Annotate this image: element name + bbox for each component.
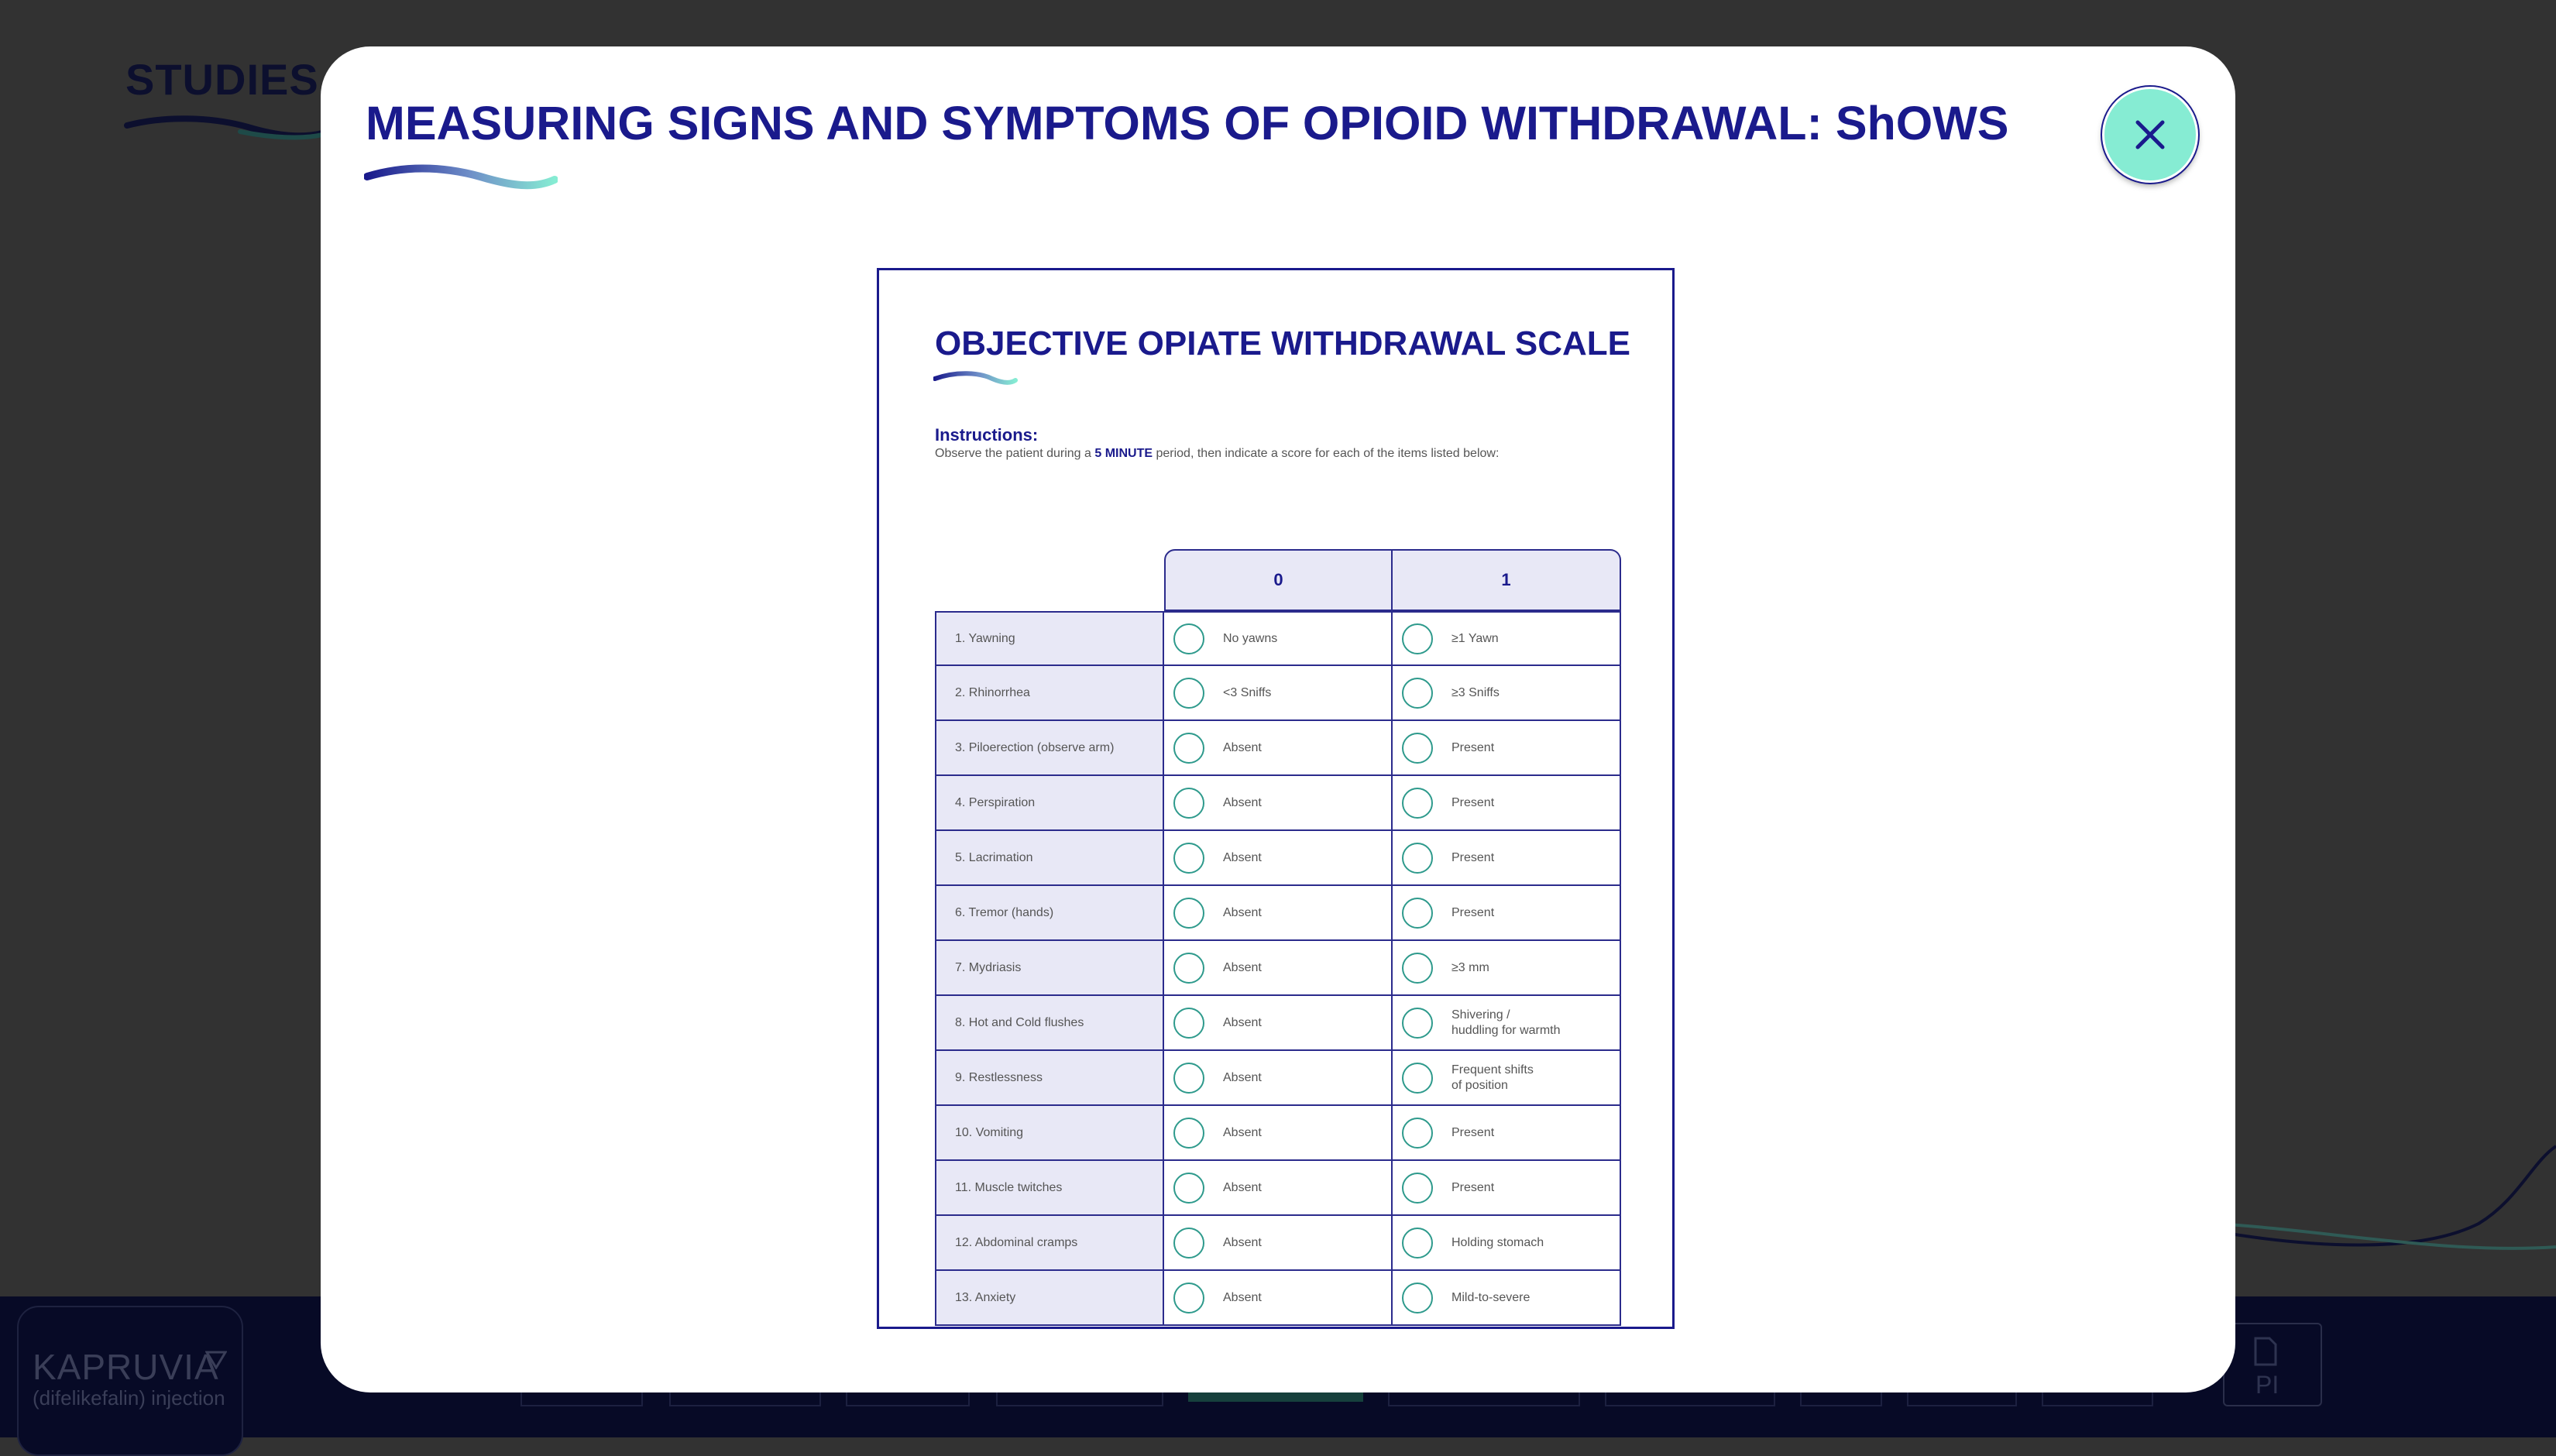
score-option-0[interactable] [1164, 721, 1393, 776]
score-option-1[interactable] [1393, 996, 1621, 1051]
option-label: Absent [1223, 740, 1262, 754]
brand-triangle-icon [205, 1351, 227, 1369]
score-option-0[interactable] [1164, 831, 1393, 886]
option-label: <3 Sniffs [1223, 685, 1272, 699]
option-label: Mild-to-severe [1451, 1290, 1531, 1304]
score-option-1[interactable] [1393, 611, 1621, 666]
score-option-1[interactable] [1393, 941, 1621, 996]
close-icon [2133, 118, 2167, 152]
radio-button[interactable] [1173, 1008, 1204, 1039]
option-label: Absent [1223, 1015, 1262, 1029]
score-option-1[interactable] [1393, 1271, 1621, 1326]
scale-table [935, 549, 1621, 1326]
radio-button[interactable] [1173, 678, 1204, 709]
option-label: Absent [1223, 1235, 1262, 1249]
radio-button[interactable] [1402, 1063, 1433, 1094]
document-icon [2254, 1337, 2277, 1366]
option-label: Present [1451, 1180, 1495, 1194]
item-label: 3. Piloerection (observe arm) [935, 721, 1164, 776]
option-label: Absent [1223, 960, 1262, 974]
score-option-0[interactable] [1164, 1051, 1393, 1106]
radio-button[interactable] [1402, 733, 1433, 764]
modal-title: MEASURING SIGNS AND SYMPTOMS OF OPIOID WITHDRAWAL: ShOWS [366, 97, 2009, 149]
score-option-0[interactable] [1164, 1161, 1393, 1216]
radio-button[interactable] [1173, 788, 1204, 819]
score-option-1[interactable] [1393, 831, 1621, 886]
radio-button[interactable] [1402, 898, 1433, 929]
score-option-0[interactable] [1164, 1216, 1393, 1271]
document-title: OBJECTIVE OPIATE WITHDRAWAL SCALE [935, 325, 1630, 362]
item-label: 2. Rhinorrhea [935, 666, 1164, 721]
radio-button[interactable] [1173, 1283, 1204, 1313]
item-label: 7. Mydriasis [935, 941, 1164, 996]
item-label: 5. Lacrimation [935, 831, 1164, 886]
score-header-0: 0 [1164, 549, 1393, 611]
radio-button[interactable] [1402, 1008, 1433, 1039]
instructions-text: Observe the patient during a 5 MINUTE period, then indicate a score for each of the items listed below: [935, 447, 1500, 460]
radio-button[interactable] [1402, 788, 1433, 819]
option-label: Absent [1223, 1125, 1262, 1139]
radio-button[interactable] [1173, 953, 1204, 984]
option-label: Shivering / huddling for warmth [1451, 1008, 1561, 1037]
radio-button[interactable] [1173, 733, 1204, 764]
option-label: Absent [1223, 905, 1262, 919]
radio-button[interactable] [1173, 898, 1204, 929]
option-label: Frequent shifts of position [1451, 1063, 1534, 1092]
score-option-1[interactable] [1393, 1161, 1621, 1216]
item-label: 4. Perspiration [935, 776, 1164, 831]
brand-name: KAPRUVIA [33, 1347, 219, 1387]
option-label: Present [1451, 795, 1495, 809]
radio-button[interactable] [1402, 1173, 1433, 1204]
item-label: 9. Restlessness [935, 1051, 1164, 1106]
radio-button[interactable] [1173, 843, 1204, 874]
radio-button[interactable] [1402, 678, 1433, 709]
option-label: Present [1451, 905, 1495, 919]
score-option-1[interactable] [1393, 1216, 1621, 1271]
option-label: Absent [1223, 795, 1262, 809]
score-option-1[interactable] [1393, 1106, 1621, 1161]
score-option-0[interactable] [1164, 1106, 1393, 1161]
title-underline-swash [124, 115, 325, 146]
section-title: STUDIES [125, 55, 319, 104]
item-label: 13. Anxiety [935, 1271, 1164, 1326]
header-spacer [935, 549, 1164, 611]
item-label: 8. Hot and Cold flushes [935, 996, 1164, 1051]
score-option-0[interactable] [1164, 611, 1393, 666]
radio-button[interactable] [1173, 1228, 1204, 1259]
score-option-0[interactable] [1164, 996, 1393, 1051]
brand-subtitle: (difelikefalin) injection [33, 1386, 225, 1410]
radio-button[interactable] [1402, 623, 1433, 654]
option-label: ≥1 Yawn [1451, 631, 1499, 645]
score-option-0[interactable] [1164, 776, 1393, 831]
decorative-wave [2215, 1138, 2556, 1262]
option-label: Absent [1223, 1070, 1262, 1084]
radio-button[interactable] [1173, 1118, 1204, 1149]
option-label: Holding stomach [1451, 1235, 1544, 1249]
radio-button[interactable] [1402, 1228, 1433, 1259]
option-label: Present [1451, 740, 1495, 754]
item-label: 6. Tremor (hands) [935, 886, 1164, 941]
option-label: Present [1451, 850, 1495, 864]
document-title-swash [933, 369, 1019, 388]
close-button[interactable] [2102, 87, 2198, 183]
radio-button[interactable] [1402, 1118, 1433, 1149]
option-label: Present [1451, 1125, 1495, 1139]
item-label: 12. Abdominal cramps [935, 1216, 1164, 1271]
radio-button[interactable] [1173, 1173, 1204, 1204]
radio-button[interactable] [1173, 1063, 1204, 1094]
prescribing-info-button[interactable] [2223, 1323, 2322, 1406]
pi-label: PI [2255, 1371, 2279, 1399]
score-option-1[interactable] [1393, 1051, 1621, 1106]
radio-button[interactable] [1173, 623, 1204, 654]
withdrawal-scale-document [877, 268, 1675, 1329]
score-option-0[interactable] [1164, 886, 1393, 941]
item-label: 11. Muscle twitches [935, 1161, 1164, 1216]
option-label: Absent [1223, 850, 1262, 864]
item-label: 10. Vomiting [935, 1106, 1164, 1161]
score-option-0[interactable] [1164, 1271, 1393, 1326]
option-label: ≥3 mm [1451, 960, 1489, 974]
option-label: Absent [1223, 1180, 1262, 1194]
radio-button[interactable] [1402, 843, 1433, 874]
score-option-1[interactable] [1393, 666, 1621, 721]
score-option-1[interactable] [1393, 886, 1621, 941]
item-label: 1. Yawning [935, 611, 1164, 666]
option-label: ≥3 Sniffs [1451, 685, 1500, 699]
radio-button[interactable] [1402, 953, 1433, 984]
score-option-1[interactable] [1393, 776, 1621, 831]
option-label: Absent [1223, 1290, 1262, 1304]
modal-title-swash [364, 163, 558, 197]
radio-button[interactable] [1402, 1283, 1433, 1313]
instructions-heading: Instructions: [935, 425, 1039, 445]
modal-dialog [321, 46, 2235, 1392]
option-label: No yawns [1223, 631, 1278, 645]
score-option-0[interactable] [1164, 666, 1393, 721]
score-option-1[interactable] [1393, 721, 1621, 776]
score-header-1: 1 [1393, 549, 1621, 611]
score-option-0[interactable] [1164, 941, 1393, 996]
